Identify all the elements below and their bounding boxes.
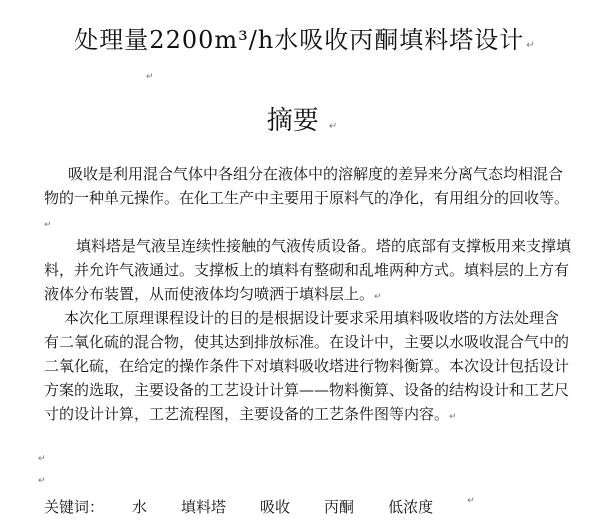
keyword: 水 (132, 498, 148, 516)
keywords-line (44, 496, 475, 517)
paragraph-mark-icon: ↵ (38, 454, 46, 464)
keyword: 丙酮 (324, 498, 355, 516)
section-heading (0, 100, 604, 137)
document-title (10, 20, 600, 55)
abstract-paragraph-1 (44, 162, 572, 237)
paragraph-text: 本次化工原理课程设计的目的是根据设计要求采用填料吸收塔的方法处理含有二氧化硫的混合物，使其达到排放标准。在设计中，主要以水吸收混合气中的二氧化硫，在给定的操作条件下对填料吸收塔进行物料衡算。本次设计包括设计方案的选取，主要设备的工艺设计计算——物料衡算、设备的结构设计和工艺尺寸的设计计算，工艺流程图，主要设备的工艺条件图等内容。 (44, 309, 570, 423)
paragraph-mark-icon: ↵ (44, 220, 52, 230)
paragraph-mark-icon: ↵ (146, 72, 154, 82)
paragraph-text: 填料塔是气液呈连续性接触的气液传质设备。塔的底部有支撑板用来支撑填料，并允许气液通过。支撑板上的填料有整砌和乱堆两种方式。填料层的上方有液体分布装置，从而使液体均匀喷洒于填料层上。 (44, 237, 572, 303)
keyword: 吸收 (260, 498, 291, 516)
paragraph-mark-icon: ↵ (374, 292, 382, 302)
abstract-paragraph-3 (44, 306, 572, 429)
paragraph-mark-icon: ↵ (328, 121, 338, 132)
paragraph-mark-icon: ↵ (449, 412, 457, 422)
paragraph-mark-icon: ↵ (526, 40, 536, 51)
title-text: 处理量2200m³/h水吸收丙酮填料塔设计 (74, 26, 525, 54)
paragraph-mark-icon: ↵ (38, 476, 46, 486)
keywords-label: 关键词： (44, 498, 105, 516)
paragraph-mark-icon: ↵ (467, 496, 475, 506)
heading-text: 摘要 (266, 106, 319, 136)
abstract-paragraph-2 (44, 234, 572, 309)
paragraph-text: 吸收是利用混合气体中各组分在液体中的溶解度的差异来分离气态均相混合物的一种单元操作。在化工生产中主要用于原料气的净化，有用组分的回收等。 (44, 165, 570, 207)
empty-paragraph (38, 454, 46, 464)
empty-paragraph (146, 72, 154, 82)
keyword: 填料塔 (181, 498, 227, 516)
empty-paragraph (38, 476, 46, 486)
keyword: 低浓度 (388, 498, 434, 516)
